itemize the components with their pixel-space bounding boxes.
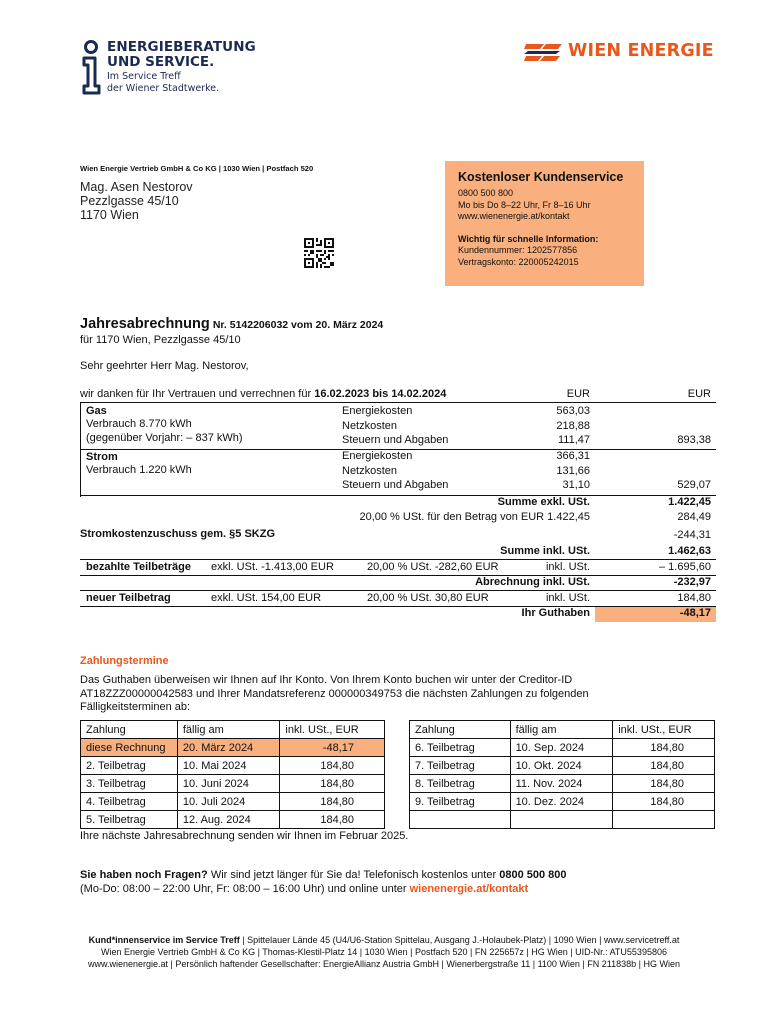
new-installment-label: neuer Teilbetrag (86, 592, 171, 604)
abrechnung-label: Abrechnung inkl. USt. (475, 576, 590, 588)
header-amount: inkl. USt., EUR (613, 721, 715, 739)
sum-incl-value: 1.462,63 (668, 545, 711, 557)
footer-address-1: | Spittelauer Lände 45 (U4/U6-Station Spittelau, Ausgang J.-Holaubek-Platz) | 1090 Wien | www.servicetreff.at (242, 935, 680, 945)
table-row (410, 739, 715, 757)
column-header-eur-2: EUR (687, 388, 711, 400)
service-url[interactable]: www.wienenergie.at/kontakt (458, 211, 570, 221)
payment-label: diese Rechnung (81, 739, 178, 757)
payment-label: 9. Teilbetrag (410, 793, 511, 811)
table-row (81, 811, 385, 829)
payment-date: 20. März 2024 (177, 739, 280, 757)
payment-amount: -48,17 (280, 739, 385, 757)
paid-value: – 1.695,60 (659, 561, 711, 573)
intro-text: wir danken für Ihr Vertrauen und verrechnen für (80, 388, 312, 400)
payment-amount: 184,80 (613, 793, 715, 811)
payment-amount (613, 811, 715, 829)
payments-title: Zahlungstermine (80, 655, 169, 667)
payment-amount: 184,80 (613, 757, 715, 775)
gas-item-value: 218,88 (556, 420, 590, 432)
new-installment-excl: exkl. USt. 154,00 EUR (211, 592, 322, 604)
payment-date: 10. Dez. 2024 (510, 793, 613, 811)
questions-hours-line (80, 883, 528, 895)
strom-consumption: Verbrauch 1.220 kWh (86, 464, 192, 476)
table-row (410, 793, 715, 811)
recipient-city: 1170 Wien (80, 208, 139, 222)
table-row (81, 793, 385, 811)
table-row (81, 739, 385, 757)
strom-item-value: 366,31 (556, 450, 590, 462)
payments-paragraph: Das Guthaben überweisen wir Ihnen auf Ihr Konto. Von Ihrem Konto buchen wir unter der Creditor-ID AT18ZZZ00000042583 und Ihrer Mandatsreferenz 000000349753 die nächsten Zahlungen zu folgenden Fälligkeitsterminen ab: (80, 674, 589, 713)
vat-value: 284,49 (677, 511, 711, 523)
payment-date: 10. Mai 2024 (177, 757, 280, 775)
title-number: Nr. 5142206032 vom 20. März 2024 (212, 319, 384, 331)
contact-link[interactable]: wienenergie.at/kontakt (409, 883, 529, 895)
recipient-street: Pezzlgasse 45/10 (80, 194, 179, 208)
payment-date: 10. Okt. 2024 (510, 757, 613, 775)
contract-account: Vertragskonto: 220005242015 (458, 256, 579, 267)
gas-item-label: Steuern und Abgaben (342, 434, 449, 446)
header-faellig: fällig am (510, 721, 613, 739)
strom-total: 529,07 (677, 479, 711, 491)
logo-line-3: Im Service Treff (107, 71, 181, 82)
next-bill-note: Ihre nächste Jahresabrechnung senden wir Ihnen im Februar 2025. (80, 830, 409, 842)
service-box-title: Kostenloser Kundenservice (458, 170, 624, 184)
payment-label: 8. Teilbetrag (410, 775, 511, 793)
payment-date: 10. Sep. 2024 (510, 739, 613, 757)
strom-item-label: Energiekosten (342, 450, 413, 462)
intro-line (80, 388, 446, 400)
title-subtitle: für 1170 Wien, Pezzlgasse 45/10 (80, 334, 241, 346)
payment-date: 10. Juni 2024 (177, 775, 280, 793)
footer-line-3: www.wienenergie.at | Persönlich haftender Gesellschafter: EnergieAllianz Austria GmbH | Wienerbergstraße 11 | 1100 Wien | FN 211838b | HG Wien (88, 959, 680, 969)
header-faellig: fällig am (177, 721, 280, 739)
logo-line-2: UND SERVICE. (107, 54, 215, 70)
payment-label (410, 811, 511, 829)
customer-service-box (445, 161, 644, 286)
zuschuss-label: Stromkostenzuschuss gem. §5 SKZG (80, 528, 275, 540)
payment-date (510, 811, 613, 829)
gas-consumption: Verbrauch 8.770 kWh (86, 418, 192, 430)
payment-amount: 184,80 (613, 739, 715, 757)
header-amount: inkl. USt., EUR (280, 721, 385, 739)
table-header-row (81, 721, 385, 739)
page-title (80, 316, 383, 332)
title-main: Jahresabrechnung (80, 316, 210, 332)
paid-vat: 20,00 % USt. -282,60 EUR (367, 561, 499, 573)
gas-item-label: Netzkosten (342, 420, 398, 432)
strom-item-value: 131,66 (556, 465, 590, 477)
table-row (81, 757, 385, 775)
service-hours: Mo bis Do 8–22 Uhr, Fr 8–16 Uhr (458, 199, 591, 210)
sum-excl-value: 1.422,45 (668, 496, 711, 508)
footer-line-2: Wien Energie Vertrieb GmbH & Co KG | Thomas-Klestil-Platz 14 | 1030 Wien | Postfach 520 | FN 225657z | HG Wien | UID-Nr.: ATU55395806 (101, 947, 667, 957)
gas-item-value: 111,47 (557, 434, 590, 446)
table-header-row (410, 721, 715, 739)
payment-amount: 184,80 (280, 793, 385, 811)
new-installment-incl-label: inkl. USt. (545, 592, 590, 604)
paid-label: bezahlte Teilbeträge (86, 561, 191, 573)
payment-amount: 184,80 (280, 775, 385, 793)
guthaben-label: Ihr Guthaben (521, 607, 590, 619)
important-info-label: Wichtig für schnelle Information: (458, 233, 599, 244)
sender-line: Wien Energie Vertrieb GmbH & Co KG | 1030 Wien | Postfach 520 (80, 164, 314, 173)
strom-item-value: 31,10 (562, 479, 590, 491)
strom-item-label: Steuern und Abgaben (342, 479, 449, 491)
questions-text: Wir sind jetzt länger für Sie da! Telefonisch kostenlos unter (210, 869, 497, 881)
strom-item-label: Netzkosten (342, 465, 398, 477)
table-row (410, 775, 715, 793)
strom-label: Strom (86, 451, 118, 463)
abrechnung-value: -232,97 (673, 576, 711, 588)
paid-incl-label: inkl. USt. (545, 561, 590, 573)
wien-energie-wordmark: WIEN ENERGIE (568, 41, 714, 61)
header-zahlung: Zahlung (410, 721, 511, 739)
logo-line-1: ENERGIEBERATUNG (107, 39, 256, 55)
header-zahlung: Zahlung (81, 721, 178, 739)
table-row (410, 811, 715, 829)
questions-hours: (Mo-Do: 08:00 – 22:00 Uhr, Fr: 08:00 – 16:00 Uhr) und online unter (80, 883, 407, 895)
wien-energie-logo (524, 40, 724, 66)
table-row (81, 775, 385, 793)
wien-energie-mark-icon (524, 40, 564, 64)
billing-period: 16.02.2023 bis 14.02.2024 (314, 388, 447, 400)
new-installment-vat: 20,00 % USt. 30,80 EUR (367, 592, 489, 604)
payment-label: 4. Teilbetrag (81, 793, 178, 811)
sum-incl-label: Summe inkl. USt. (500, 545, 590, 557)
footer-line-1 (30, 935, 738, 945)
qr-code (304, 238, 334, 268)
footer-service-treff: Kund*innenservice im Service Treff (88, 935, 240, 945)
paid-excl: exkl. USt. -1.413,00 EUR (211, 561, 334, 573)
gas-item-value: 563,03 (556, 405, 590, 417)
payment-label: 5. Teilbetrag (81, 811, 178, 829)
gas-total: 893,38 (677, 434, 711, 446)
new-installment-value: 184,80 (677, 592, 711, 604)
zuschuss-value: -244,31 (673, 529, 711, 541)
payment-date: 12. Aug. 2024 (177, 811, 280, 829)
payments-table-left (80, 720, 385, 829)
recipient-name: Mag. Asen Nestorov (80, 180, 193, 194)
gas-label: Gas (86, 405, 107, 417)
gas-comparison: (gegenüber Vorjahr: – 837 kWh) (86, 432, 243, 444)
payment-amount: 184,80 (280, 757, 385, 775)
gas-item-label: Energiekosten (342, 405, 413, 417)
table-row (410, 757, 715, 775)
payment-amount: 184,80 (613, 775, 715, 793)
service-phone: 0800 500 800 (458, 188, 514, 198)
payment-label: 2. Teilbetrag (81, 757, 178, 775)
payment-label: 6. Teilbetrag (410, 739, 511, 757)
payment-label: 3. Teilbetrag (81, 775, 178, 793)
sum-excl-label: Summe exkl. USt. (497, 496, 590, 508)
column-header-eur-1: EUR (566, 388, 590, 400)
abrechnung-rule (80, 590, 716, 591)
payment-date: 11. Nov. 2024 (510, 775, 613, 793)
logo-line-4: der Wiener Stadtwerke. (107, 83, 220, 94)
questions-line (80, 869, 567, 881)
guthaben-value: -48,17 (679, 607, 711, 619)
info-icon (80, 40, 102, 96)
customer-number: Kundennummer: 1202577856 (458, 245, 578, 255)
payment-amount: 184,80 (280, 811, 385, 829)
payment-label: 7. Teilbetrag (410, 757, 511, 775)
payments-table-right (409, 720, 715, 829)
energieberatung-logo (80, 40, 280, 100)
sum-incl-rule (80, 559, 716, 560)
payment-date: 10. Juli 2024 (177, 793, 280, 811)
vat-label: 20,00 % USt. für den Betrag von EUR 1.422,45 (359, 511, 590, 523)
questions-bold: Sie haben noch Fragen? (80, 869, 208, 881)
table-top-rule (80, 402, 716, 403)
greeting: Sehr geehrter Herr Mag. Nestorov, (80, 360, 249, 372)
questions-phone: 0800 500 800 (499, 869, 567, 881)
